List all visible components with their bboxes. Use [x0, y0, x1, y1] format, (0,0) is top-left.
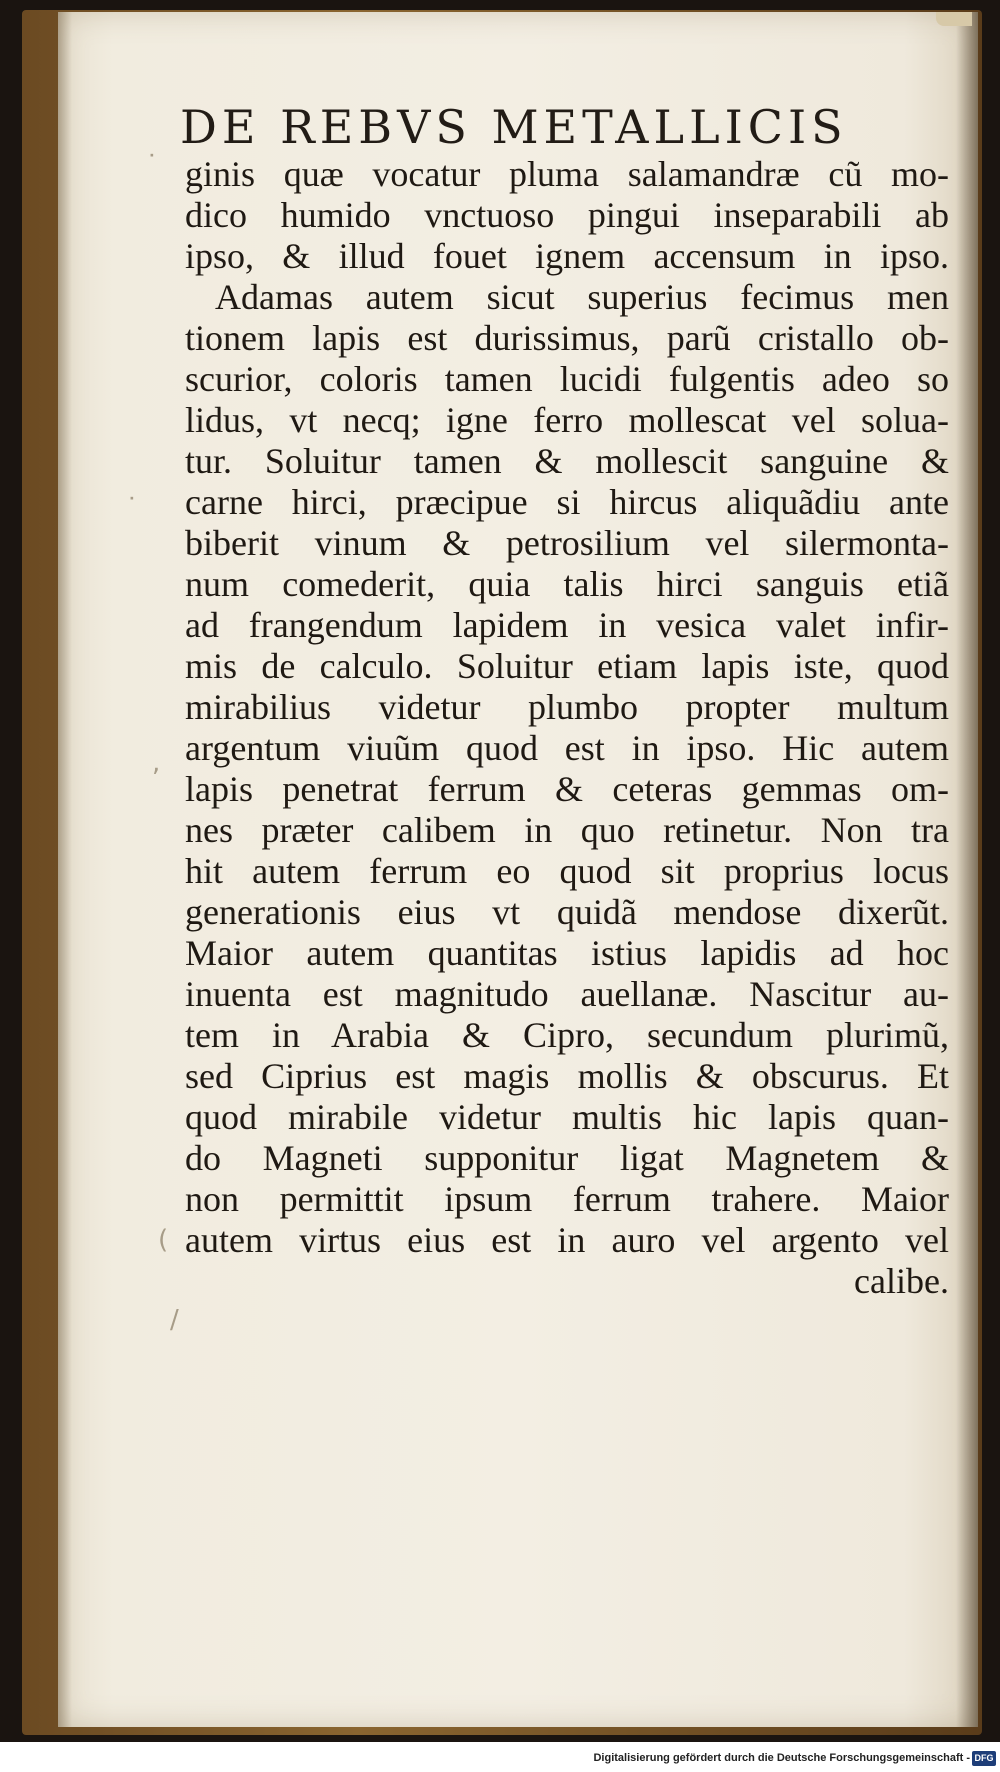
page-edge-shadow [956, 12, 978, 1727]
text-line: inuenta est magnitudo auellanæ. Nascitur au- [185, 974, 949, 1014]
text-line: non permittit ipsum ferrum trahere. Maior [185, 1179, 949, 1219]
digitization-footer [0, 1748, 1000, 1772]
text-line: carne hirci, præcipue si hircus aliquãdiu ante [185, 482, 949, 522]
text-line: mis de calculo. Soluitur etiam lapis iste, quod [185, 646, 949, 686]
text-line: hit autem ferrum eo quod sit proprius locus [185, 851, 949, 891]
text-line: nes præter calibem in quo retinetur. Non tra [185, 810, 949, 850]
margin-mark: ( [158, 1225, 169, 1255]
text-line: tem in Arabia & Cipro, secundum plurimũ, [185, 1015, 949, 1055]
text-line: tionem lapis est durissimus, parũ cristallo ob- [185, 318, 949, 358]
margin-mark: ᐧ [148, 142, 155, 172]
text-line: scurior, coloris tamen lucidi fulgentis adeo so [185, 359, 949, 399]
text-line: dico humido vnctuoso pingui inseparabili ab [185, 195, 949, 235]
text-line: sed Ciprius est magis mollis & obscurus. Et [185, 1056, 949, 1096]
text-line: ginis quæ vocatur pluma salamandræ cũ mo- [185, 154, 949, 194]
text-line: tur. Soluitur tamen & mollescit sanguine & [185, 441, 949, 481]
page-gutter [58, 12, 72, 1727]
text-line: lapis penetrat ferrum & ceteras gemmas om- [185, 769, 949, 809]
margin-mark: , [152, 748, 161, 778]
final-line: calibe. [854, 1261, 949, 1301]
paragraph-start-line: Adamas autem sicut superius fecimus men [215, 277, 949, 317]
text-line: num comederit, quia talis hirci sanguis etiã [185, 564, 949, 604]
torn-corner [936, 12, 972, 26]
text-line: ad frangendum lapidem in vesica valet infir- [185, 605, 949, 645]
running-head: DE REBVS METALLICIS [180, 100, 848, 154]
body-text [185, 154, 949, 1302]
text-line: biberit vinum & petrosilium vel silermonta- [185, 523, 949, 563]
margin-mark: ᐧ [128, 485, 135, 515]
text-line: do Magneti supponitur ligat Magnetem & [185, 1138, 949, 1178]
text-line: generationis eius vt quidã mendose dixerũt. [185, 892, 949, 932]
dfg-logo-icon: DFG [972, 1751, 996, 1766]
text-line: quod mirabile videtur multis hic lapis quan- [185, 1097, 949, 1137]
text-line: argentum viuũm quod est in ipso. Hic autem [185, 728, 949, 768]
text-line: Maior autem quantitas istius lapidis ad hoc [185, 933, 949, 973]
margin-mark: / [170, 1305, 179, 1335]
text-line: lidus, vt necq; igne ferro mollescat vel solua- [185, 400, 949, 440]
text-line: autem virtus eius est in auro vel argento vel [185, 1220, 949, 1260]
text-line: mirabilius videtur plumbo propter multum [185, 687, 949, 727]
text-line: ipso, & illud fouet ignem accensum in ipso. [185, 236, 949, 276]
funding-credit: Digitalisierung gefördert durch die Deutsche Forschungsgemeinschaft - [593, 1752, 970, 1764]
